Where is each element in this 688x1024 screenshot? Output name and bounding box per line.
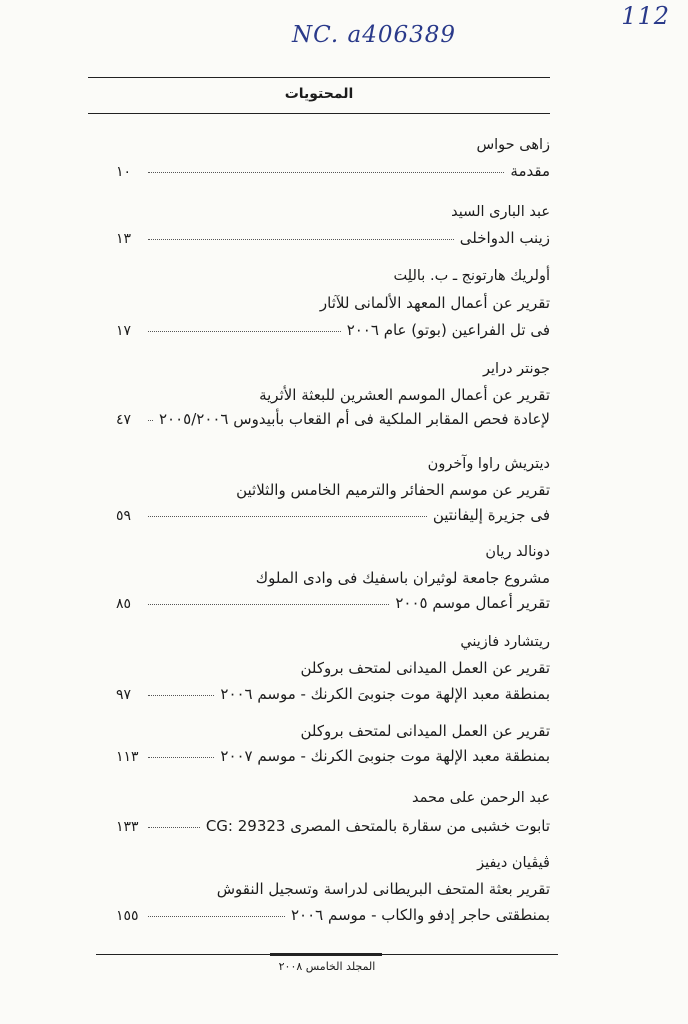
toc-entry bbox=[116, 594, 550, 612]
footer-rule-accent bbox=[270, 953, 382, 956]
toc-entry bbox=[116, 410, 550, 428]
page-number: ١٧ bbox=[116, 323, 132, 339]
author-name: ريتشارد فازيني bbox=[460, 634, 550, 650]
toc-entry bbox=[116, 569, 550, 587]
toc-entry bbox=[116, 817, 550, 835]
page-number: ١٣٣ bbox=[116, 819, 139, 835]
handwritten-page-mark: 112 bbox=[621, 2, 670, 30]
entry-title: تقرير عن موسم الحفائر والترميم الخامس والثلاثين bbox=[236, 481, 550, 499]
page-number: ٥٩ bbox=[116, 508, 132, 524]
entry-title: تقرير عن العمل الميدانى لمتحف بروكلن bbox=[300, 659, 550, 677]
toc-author bbox=[116, 634, 550, 650]
entry-title: فى تل الفراعين (بوتو) عام ٢٠٠٦ bbox=[346, 321, 550, 339]
dot-leader bbox=[148, 330, 341, 332]
toc-entry bbox=[116, 229, 550, 247]
dot-leader bbox=[148, 756, 214, 758]
author-name: ديتريش راوا وآخرون bbox=[427, 456, 550, 472]
author-name: جونتر دراير bbox=[483, 361, 550, 377]
dot-leader bbox=[148, 915, 285, 917]
entry-title: تقرير عن أعمال المعهد الألمانى للآثار bbox=[319, 294, 550, 312]
toc-author bbox=[116, 204, 550, 220]
entry-title: تقرير عن أعمال الموسم العشرين للبعثة الأثرية bbox=[259, 386, 550, 404]
author-name: عبد الرحمن على محمد bbox=[412, 790, 550, 806]
toc-author bbox=[116, 544, 550, 560]
entry-title: لإعادة فحص المقابر الملكية فى أم القعاب بأبيدوس ٢٠٠٥/٢٠٠٦ bbox=[158, 410, 550, 428]
footer-volume: المجلد الخامس ٢٠٠٨ bbox=[278, 960, 376, 973]
handwritten-catalog-number: NC. a406389 bbox=[292, 22, 457, 48]
page-number: ٤٧ bbox=[116, 412, 132, 428]
entry-title: تقرير بعثة المتحف البريطانى لدراسة وتسجيل النقوش bbox=[216, 880, 550, 898]
dot-leader bbox=[148, 694, 214, 696]
dot-leader bbox=[148, 171, 504, 173]
header-top-rule bbox=[88, 77, 550, 78]
entry-title: تقرير عن العمل الميدانى لمتحف بروكلن bbox=[300, 722, 550, 740]
entry-title: تقرير أعمال موسم ٢٠٠٥ bbox=[395, 594, 550, 612]
toc-entry bbox=[116, 906, 550, 924]
toc-author bbox=[116, 361, 550, 377]
dot-leader bbox=[148, 238, 454, 240]
entry-title: مشروع جامعة لوثيران باسفيك فى وادى الملوك bbox=[255, 569, 550, 587]
entry-title: فى جزيرة إليفانتين bbox=[432, 506, 550, 524]
entry-title: تابوت خشبى من سقارة بالمتحف المصرى CG: 29323 bbox=[205, 817, 550, 835]
dot-leader bbox=[148, 515, 427, 517]
author-name: أولريك هارتونج ـ ب. باللِت bbox=[393, 268, 550, 284]
toc-entry bbox=[116, 481, 550, 499]
toc-entry bbox=[116, 506, 550, 524]
page-number: ٩٧ bbox=[116, 687, 132, 703]
page-number: ١٣ bbox=[116, 231, 132, 247]
toc-entry bbox=[116, 321, 550, 339]
toc-entry bbox=[116, 685, 550, 703]
toc-author bbox=[116, 268, 550, 284]
page-number: ١١٣ bbox=[116, 749, 139, 765]
author-name: دونالد ريان bbox=[485, 544, 550, 560]
dot-leader bbox=[148, 603, 389, 605]
entry-title: بمنطقة معبد الإلهة موت جنوبىَ الكرنك - موسم ٢٠٠٧ bbox=[220, 747, 550, 765]
toc-author bbox=[116, 790, 550, 806]
contents-heading: المحتويات bbox=[284, 86, 354, 102]
toc-entry bbox=[116, 880, 550, 898]
toc-entry bbox=[116, 722, 550, 740]
author-name: عبد البارى السيد bbox=[451, 204, 550, 220]
toc-entry bbox=[116, 162, 550, 180]
toc-entry bbox=[116, 747, 550, 765]
toc-author bbox=[116, 456, 550, 472]
page-number: ١٠ bbox=[116, 164, 132, 180]
toc-author bbox=[116, 855, 550, 871]
author-name: زاهى حواس bbox=[476, 137, 550, 153]
header-bottom-rule bbox=[88, 113, 550, 114]
entry-title: مقدمة bbox=[510, 162, 550, 180]
toc-entry bbox=[116, 294, 550, 312]
author-name: ڤيڤيان ديفيز bbox=[477, 855, 550, 871]
page-number: ٨٥ bbox=[116, 596, 132, 612]
entry-title: زينب الدواخلى bbox=[459, 229, 550, 247]
toc-entry bbox=[116, 386, 550, 404]
entry-title: بمنطقة معبد الإلهة موت جنوبىَ الكرنك - موسم ٢٠٠٦ bbox=[220, 685, 550, 703]
dot-leader bbox=[148, 826, 200, 828]
dot-leader bbox=[148, 419, 153, 421]
page-number: ١٥٥ bbox=[116, 908, 139, 924]
toc-author bbox=[116, 137, 550, 153]
entry-title: بمنطقتى حاجر إدفو والكاب - موسم ٢٠٠٦ bbox=[291, 906, 550, 924]
toc-entry bbox=[116, 659, 550, 677]
